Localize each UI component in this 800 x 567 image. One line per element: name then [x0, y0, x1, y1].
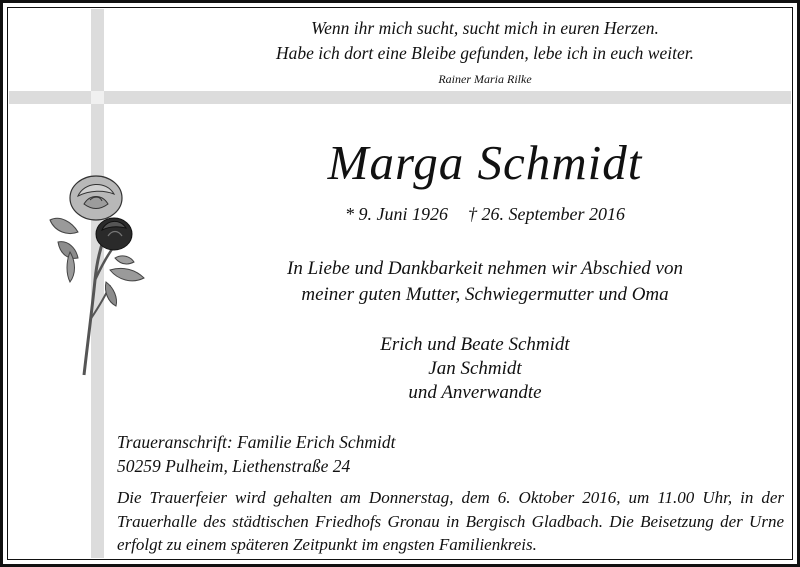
- mourning-address: [117, 430, 396, 478]
- address-line: 50259 Pulheim, Liethenstraße 24: [117, 456, 351, 476]
- mourner-line: Erich und Beate Schmidt: [380, 334, 570, 355]
- death-date: † 26. September 2016: [468, 204, 625, 224]
- quote-line: Wenn ihr mich sucht, sucht mich in euren Herzen.: [311, 18, 659, 38]
- funeral-notice: Die Trauerfeier wird gehalten am Donnerstag, dem 6. Oktober 2016, um 11.00 Uhr, in der Trauerhalle des städtischen Friedhofs Gronau in Bergisch Gladbach. Die Beisetzung der Urne erfolgt zu einem späteren Zeitpunkt im engsten Familienkreis.: [117, 488, 784, 554]
- birth-date: * 9. Juni 1926: [345, 204, 448, 224]
- quote-author: Rainer Maria Rilke: [438, 72, 532, 86]
- farewell-line: In Liebe und Dankbarkeit nehmen wir Abschied von: [287, 258, 683, 279]
- deceased-name: Marga Schmidt: [327, 135, 643, 190]
- mourner-line: Jan Schmidt: [428, 358, 522, 379]
- mourner-line: und Anverwandte: [408, 382, 542, 403]
- cross-center: [91, 91, 104, 104]
- farewell-line: meiner guten Mutter, Schwiegermutter und Oma: [301, 284, 669, 305]
- rilke-quote: [190, 16, 780, 66]
- cross-horizontal-bar: [9, 91, 791, 104]
- farewell-text: [180, 256, 790, 308]
- quote-line: Habe ich dort eine Bleibe gefunden, lebe ich in euch weiter.: [276, 43, 694, 63]
- life-dates: [180, 204, 790, 225]
- rose-icon: [40, 170, 165, 380]
- address-line: Traueranschrift: Familie Erich Schmidt: [117, 432, 396, 452]
- mourners: [180, 333, 770, 405]
